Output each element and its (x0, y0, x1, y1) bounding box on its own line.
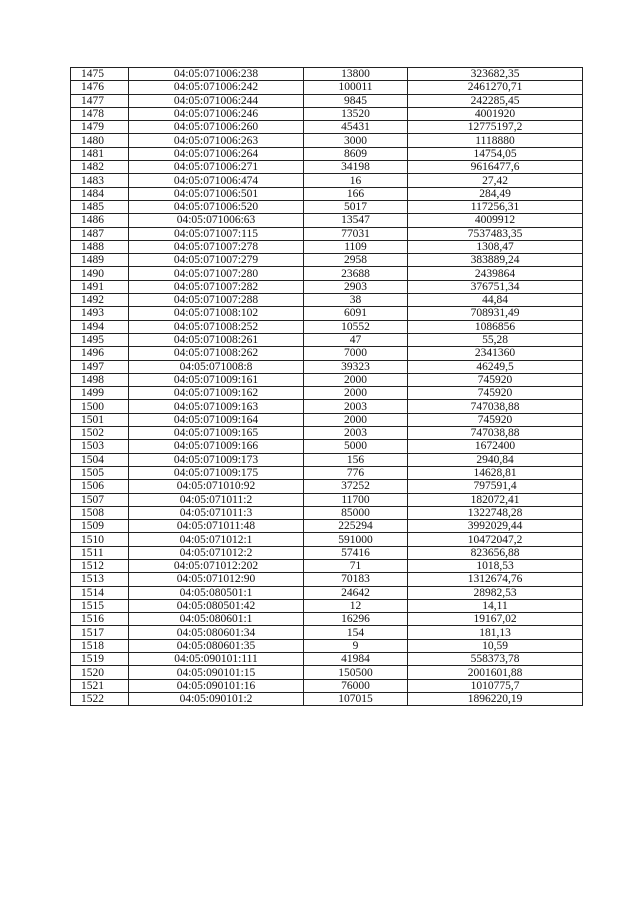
row-number-cell: 1482 (71, 161, 129, 174)
area-cell: 150500 (304, 666, 408, 679)
cadastral-number-cell: 04:05:071012:202 (129, 559, 304, 572)
value-cell: 12775197,2 (408, 121, 583, 134)
cadastral-number-cell: 04:05:071007:115 (129, 227, 304, 240)
area-cell: 3000 (304, 134, 408, 147)
table-row (71, 559, 583, 572)
value-cell: 19167,02 (408, 613, 583, 626)
row-number-cell: 1497 (71, 360, 129, 373)
table-row (71, 187, 583, 200)
area-cell: 85000 (304, 506, 408, 519)
area-cell: 37252 (304, 480, 408, 493)
row-number-cell: 1475 (71, 68, 129, 81)
area-cell: 2000 (304, 387, 408, 400)
area-cell: 225294 (304, 520, 408, 533)
table-row (71, 240, 583, 253)
cadastral-number-cell: 04:05:071008:262 (129, 347, 304, 360)
row-number-cell: 1501 (71, 413, 129, 426)
row-number-cell: 1496 (71, 347, 129, 360)
row-number-cell: 1517 (71, 626, 129, 639)
value-cell: 797591,4 (408, 480, 583, 493)
value-cell: 747038,88 (408, 427, 583, 440)
value-cell: 558373,78 (408, 653, 583, 666)
row-number-cell: 1513 (71, 573, 129, 586)
table-row (71, 360, 583, 373)
area-cell: 77031 (304, 227, 408, 240)
value-cell: 55,28 (408, 333, 583, 346)
row-number-cell: 1479 (71, 121, 129, 134)
area-cell: 12 (304, 599, 408, 612)
cadastral-number-cell: 04:05:090101:16 (129, 679, 304, 692)
row-number-cell: 1480 (71, 134, 129, 147)
cadastral-number-cell: 04:05:071012:1 (129, 533, 304, 546)
table-row (71, 599, 583, 612)
area-cell: 2003 (304, 427, 408, 440)
area-cell: 47 (304, 333, 408, 346)
table-row (71, 174, 583, 187)
value-cell: 46249,5 (408, 360, 583, 373)
row-number-cell: 1518 (71, 639, 129, 652)
row-number-cell: 1490 (71, 267, 129, 280)
value-cell: 1010775,7 (408, 679, 583, 692)
row-number-cell: 1486 (71, 214, 129, 227)
value-cell: 117256,31 (408, 200, 583, 213)
area-cell: 16296 (304, 613, 408, 626)
cadastral-number-cell: 04:05:071009:165 (129, 427, 304, 440)
value-cell: 2001601,88 (408, 666, 583, 679)
row-number-cell: 1476 (71, 81, 129, 94)
table-row (71, 666, 583, 679)
row-number-cell: 1499 (71, 387, 129, 400)
row-number-cell: 1519 (71, 653, 129, 666)
value-cell: 708931,49 (408, 307, 583, 320)
table-row (71, 294, 583, 307)
cadastral-number-cell: 04:05:071006:238 (129, 68, 304, 81)
area-cell: 2903 (304, 280, 408, 293)
area-cell: 1109 (304, 240, 408, 253)
cadastral-number-cell: 04:05:071007:288 (129, 294, 304, 307)
cadastral-number-cell: 04:05:080601:1 (129, 613, 304, 626)
cadastral-number-cell: 04:05:080501:1 (129, 586, 304, 599)
cadastral-number-cell: 04:05:071009:161 (129, 373, 304, 386)
area-cell: 2003 (304, 400, 408, 413)
cadastral-number-cell: 04:05:090101:15 (129, 666, 304, 679)
row-number-cell: 1481 (71, 147, 129, 160)
table-row (71, 280, 583, 293)
table-row (71, 466, 583, 479)
cadastral-number-cell: 04:05:071006:244 (129, 94, 304, 107)
row-number-cell: 1522 (71, 692, 129, 705)
row-number-cell: 1515 (71, 599, 129, 612)
cadastral-number-cell: 04:05:071006:246 (129, 107, 304, 120)
cadastral-number-cell: 04:05:071010:92 (129, 480, 304, 493)
area-cell: 41984 (304, 653, 408, 666)
area-cell: 10552 (304, 320, 408, 333)
table-row (71, 440, 583, 453)
cadastral-number-cell: 04:05:071008:8 (129, 360, 304, 373)
area-cell: 34198 (304, 161, 408, 174)
table-row (71, 626, 583, 639)
area-cell: 38 (304, 294, 408, 307)
value-cell: 27,42 (408, 174, 583, 187)
row-number-cell: 1507 (71, 493, 129, 506)
cadastral-number-cell: 04:05:071006:501 (129, 187, 304, 200)
table-row (71, 320, 583, 333)
cadastral-number-cell: 04:05:071006:264 (129, 147, 304, 160)
value-cell: 1896220,19 (408, 692, 583, 705)
table-row (71, 267, 583, 280)
value-cell: 1086856 (408, 320, 583, 333)
row-number-cell: 1511 (71, 546, 129, 559)
table-row (71, 373, 583, 386)
row-number-cell: 1500 (71, 400, 129, 413)
area-cell: 7000 (304, 347, 408, 360)
table-row (71, 307, 583, 320)
cadastral-number-cell: 04:05:071012:2 (129, 546, 304, 559)
table-row (71, 613, 583, 626)
value-cell: 14628,81 (408, 466, 583, 479)
value-cell: 2439864 (408, 267, 583, 280)
value-cell: 242285,45 (408, 94, 583, 107)
value-cell: 2940,84 (408, 453, 583, 466)
area-cell: 76000 (304, 679, 408, 692)
area-cell: 13520 (304, 107, 408, 120)
cadastral-number-cell: 04:05:080601:34 (129, 626, 304, 639)
area-cell: 13800 (304, 68, 408, 81)
row-number-cell: 1488 (71, 240, 129, 253)
cadastral-number-cell: 04:05:071008:261 (129, 333, 304, 346)
value-cell: 10,59 (408, 639, 583, 652)
value-cell: 7537483,35 (408, 227, 583, 240)
row-number-cell: 1505 (71, 466, 129, 479)
row-number-cell: 1514 (71, 586, 129, 599)
value-cell: 181,13 (408, 626, 583, 639)
table-row (71, 653, 583, 666)
area-cell: 24642 (304, 586, 408, 599)
table-row (71, 506, 583, 519)
area-cell: 154 (304, 626, 408, 639)
table-row (71, 533, 583, 546)
value-cell: 4009912 (408, 214, 583, 227)
area-cell: 71 (304, 559, 408, 572)
cadastral-number-cell: 04:05:071006:263 (129, 134, 304, 147)
cadastral-number-cell: 04:05:071009:162 (129, 387, 304, 400)
value-cell: 745920 (408, 413, 583, 426)
area-cell: 156 (304, 453, 408, 466)
row-number-cell: 1502 (71, 427, 129, 440)
table-row (71, 333, 583, 346)
table-row (71, 427, 583, 440)
cadastral-number-cell: 04:05:071006:63 (129, 214, 304, 227)
cadastral-number-cell: 04:05:071007:279 (129, 254, 304, 267)
cadastral-number-cell: 04:05:071011:3 (129, 506, 304, 519)
cadastral-number-cell: 04:05:071006:474 (129, 174, 304, 187)
area-cell: 2000 (304, 413, 408, 426)
cadastral-number-cell: 04:05:071009:166 (129, 440, 304, 453)
area-cell: 776 (304, 466, 408, 479)
value-cell: 1308,47 (408, 240, 583, 253)
table-row (71, 134, 583, 147)
table-row (71, 400, 583, 413)
table-row (71, 387, 583, 400)
cadastral-number-cell: 04:05:071007:282 (129, 280, 304, 293)
cadastral-number-cell: 04:05:071006:271 (129, 161, 304, 174)
area-cell: 9845 (304, 94, 408, 107)
area-cell: 107015 (304, 692, 408, 705)
table-row (71, 161, 583, 174)
cadastral-number-cell: 04:05:071007:280 (129, 267, 304, 280)
area-cell: 9 (304, 639, 408, 652)
cadastral-number-cell: 04:05:071011:48 (129, 520, 304, 533)
value-cell: 2461270,71 (408, 81, 583, 94)
value-cell: 1322748,28 (408, 506, 583, 519)
row-number-cell: 1498 (71, 373, 129, 386)
row-number-cell: 1492 (71, 294, 129, 307)
value-cell: 2341360 (408, 347, 583, 360)
value-cell: 745920 (408, 373, 583, 386)
cadastral-number-cell: 04:05:071007:278 (129, 240, 304, 253)
area-cell: 5017 (304, 200, 408, 213)
row-number-cell: 1477 (71, 94, 129, 107)
table-row (71, 692, 583, 705)
row-number-cell: 1520 (71, 666, 129, 679)
value-cell: 376751,34 (408, 280, 583, 293)
value-cell: 10472047,2 (408, 533, 583, 546)
cadastral-number-cell: 04:05:090101:2 (129, 692, 304, 705)
value-cell: 383889,24 (408, 254, 583, 267)
table-row (71, 546, 583, 559)
area-cell: 45431 (304, 121, 408, 134)
row-number-cell: 1484 (71, 187, 129, 200)
value-cell: 747038,88 (408, 400, 583, 413)
table-row (71, 200, 583, 213)
table-row (71, 121, 583, 134)
area-cell: 16 (304, 174, 408, 187)
row-number-cell: 1521 (71, 679, 129, 692)
cadastral-number-cell: 04:05:071006:260 (129, 121, 304, 134)
value-cell: 44,84 (408, 294, 583, 307)
table-row (71, 586, 583, 599)
table-row (71, 227, 583, 240)
row-number-cell: 1512 (71, 559, 129, 572)
area-cell: 100011 (304, 81, 408, 94)
table-row (71, 453, 583, 466)
area-cell: 2958 (304, 254, 408, 267)
row-number-cell: 1506 (71, 480, 129, 493)
table-row (71, 107, 583, 120)
value-cell: 1118880 (408, 134, 583, 147)
row-number-cell: 1510 (71, 533, 129, 546)
cadastral-number-cell: 04:05:080601:35 (129, 639, 304, 652)
cadastral-number-cell: 04:05:071008:252 (129, 320, 304, 333)
area-cell: 5000 (304, 440, 408, 453)
area-cell: 57416 (304, 546, 408, 559)
value-cell: 745920 (408, 387, 583, 400)
cadastral-number-cell: 04:05:071008:102 (129, 307, 304, 320)
area-cell: 8609 (304, 147, 408, 160)
cadastral-number-cell: 04:05:080501:42 (129, 599, 304, 612)
area-cell: 6091 (304, 307, 408, 320)
value-cell: 1018,53 (408, 559, 583, 572)
table-row (71, 81, 583, 94)
table-row (71, 520, 583, 533)
table-row (71, 94, 583, 107)
table-row (71, 214, 583, 227)
area-cell: 591000 (304, 533, 408, 546)
table-body (71, 68, 583, 706)
cadastral-number-cell: 04:05:071009:175 (129, 466, 304, 479)
table-row (71, 68, 583, 81)
cadastral-number-cell: 04:05:071009:173 (129, 453, 304, 466)
row-number-cell: 1495 (71, 333, 129, 346)
table-row (71, 573, 583, 586)
cadastral-number-cell: 04:05:071009:163 (129, 400, 304, 413)
cadastral-number-cell: 04:05:090101:111 (129, 653, 304, 666)
row-number-cell: 1485 (71, 200, 129, 213)
table-row (71, 480, 583, 493)
cadastral-number-cell: 04:05:071009:164 (129, 413, 304, 426)
row-number-cell: 1483 (71, 174, 129, 187)
value-cell: 823656,88 (408, 546, 583, 559)
table-row (71, 413, 583, 426)
row-number-cell: 1478 (71, 107, 129, 120)
row-number-cell: 1504 (71, 453, 129, 466)
value-cell: 1672400 (408, 440, 583, 453)
table-row (71, 347, 583, 360)
value-cell: 14,11 (408, 599, 583, 612)
cadastral-value-table (70, 67, 583, 706)
table-row (71, 147, 583, 160)
table-row (71, 493, 583, 506)
row-number-cell: 1489 (71, 254, 129, 267)
value-cell: 1312674,76 (408, 573, 583, 586)
cadastral-number-cell: 04:05:071006:520 (129, 200, 304, 213)
row-number-cell: 1494 (71, 320, 129, 333)
cadastral-number-cell: 04:05:071011:2 (129, 493, 304, 506)
value-cell: 4001920 (408, 107, 583, 120)
row-number-cell: 1491 (71, 280, 129, 293)
area-cell: 11700 (304, 493, 408, 506)
value-cell: 28982,53 (408, 586, 583, 599)
value-cell: 14754,05 (408, 147, 583, 160)
row-number-cell: 1508 (71, 506, 129, 519)
table-row (71, 679, 583, 692)
value-cell: 284,49 (408, 187, 583, 200)
table-row (71, 639, 583, 652)
cadastral-number-cell: 04:05:071006:242 (129, 81, 304, 94)
area-cell: 39323 (304, 360, 408, 373)
cadastral-number-cell: 04:05:071012:90 (129, 573, 304, 586)
row-number-cell: 1493 (71, 307, 129, 320)
row-number-cell: 1516 (71, 613, 129, 626)
area-cell: 13547 (304, 214, 408, 227)
area-cell: 23688 (304, 267, 408, 280)
area-cell: 2000 (304, 373, 408, 386)
value-cell: 323682,35 (408, 68, 583, 81)
row-number-cell: 1509 (71, 520, 129, 533)
row-number-cell: 1487 (71, 227, 129, 240)
area-cell: 166 (304, 187, 408, 200)
table-row (71, 254, 583, 267)
value-cell: 9616477,6 (408, 161, 583, 174)
value-cell: 182072,41 (408, 493, 583, 506)
area-cell: 70183 (304, 573, 408, 586)
value-cell: 3992029,44 (408, 520, 583, 533)
row-number-cell: 1503 (71, 440, 129, 453)
